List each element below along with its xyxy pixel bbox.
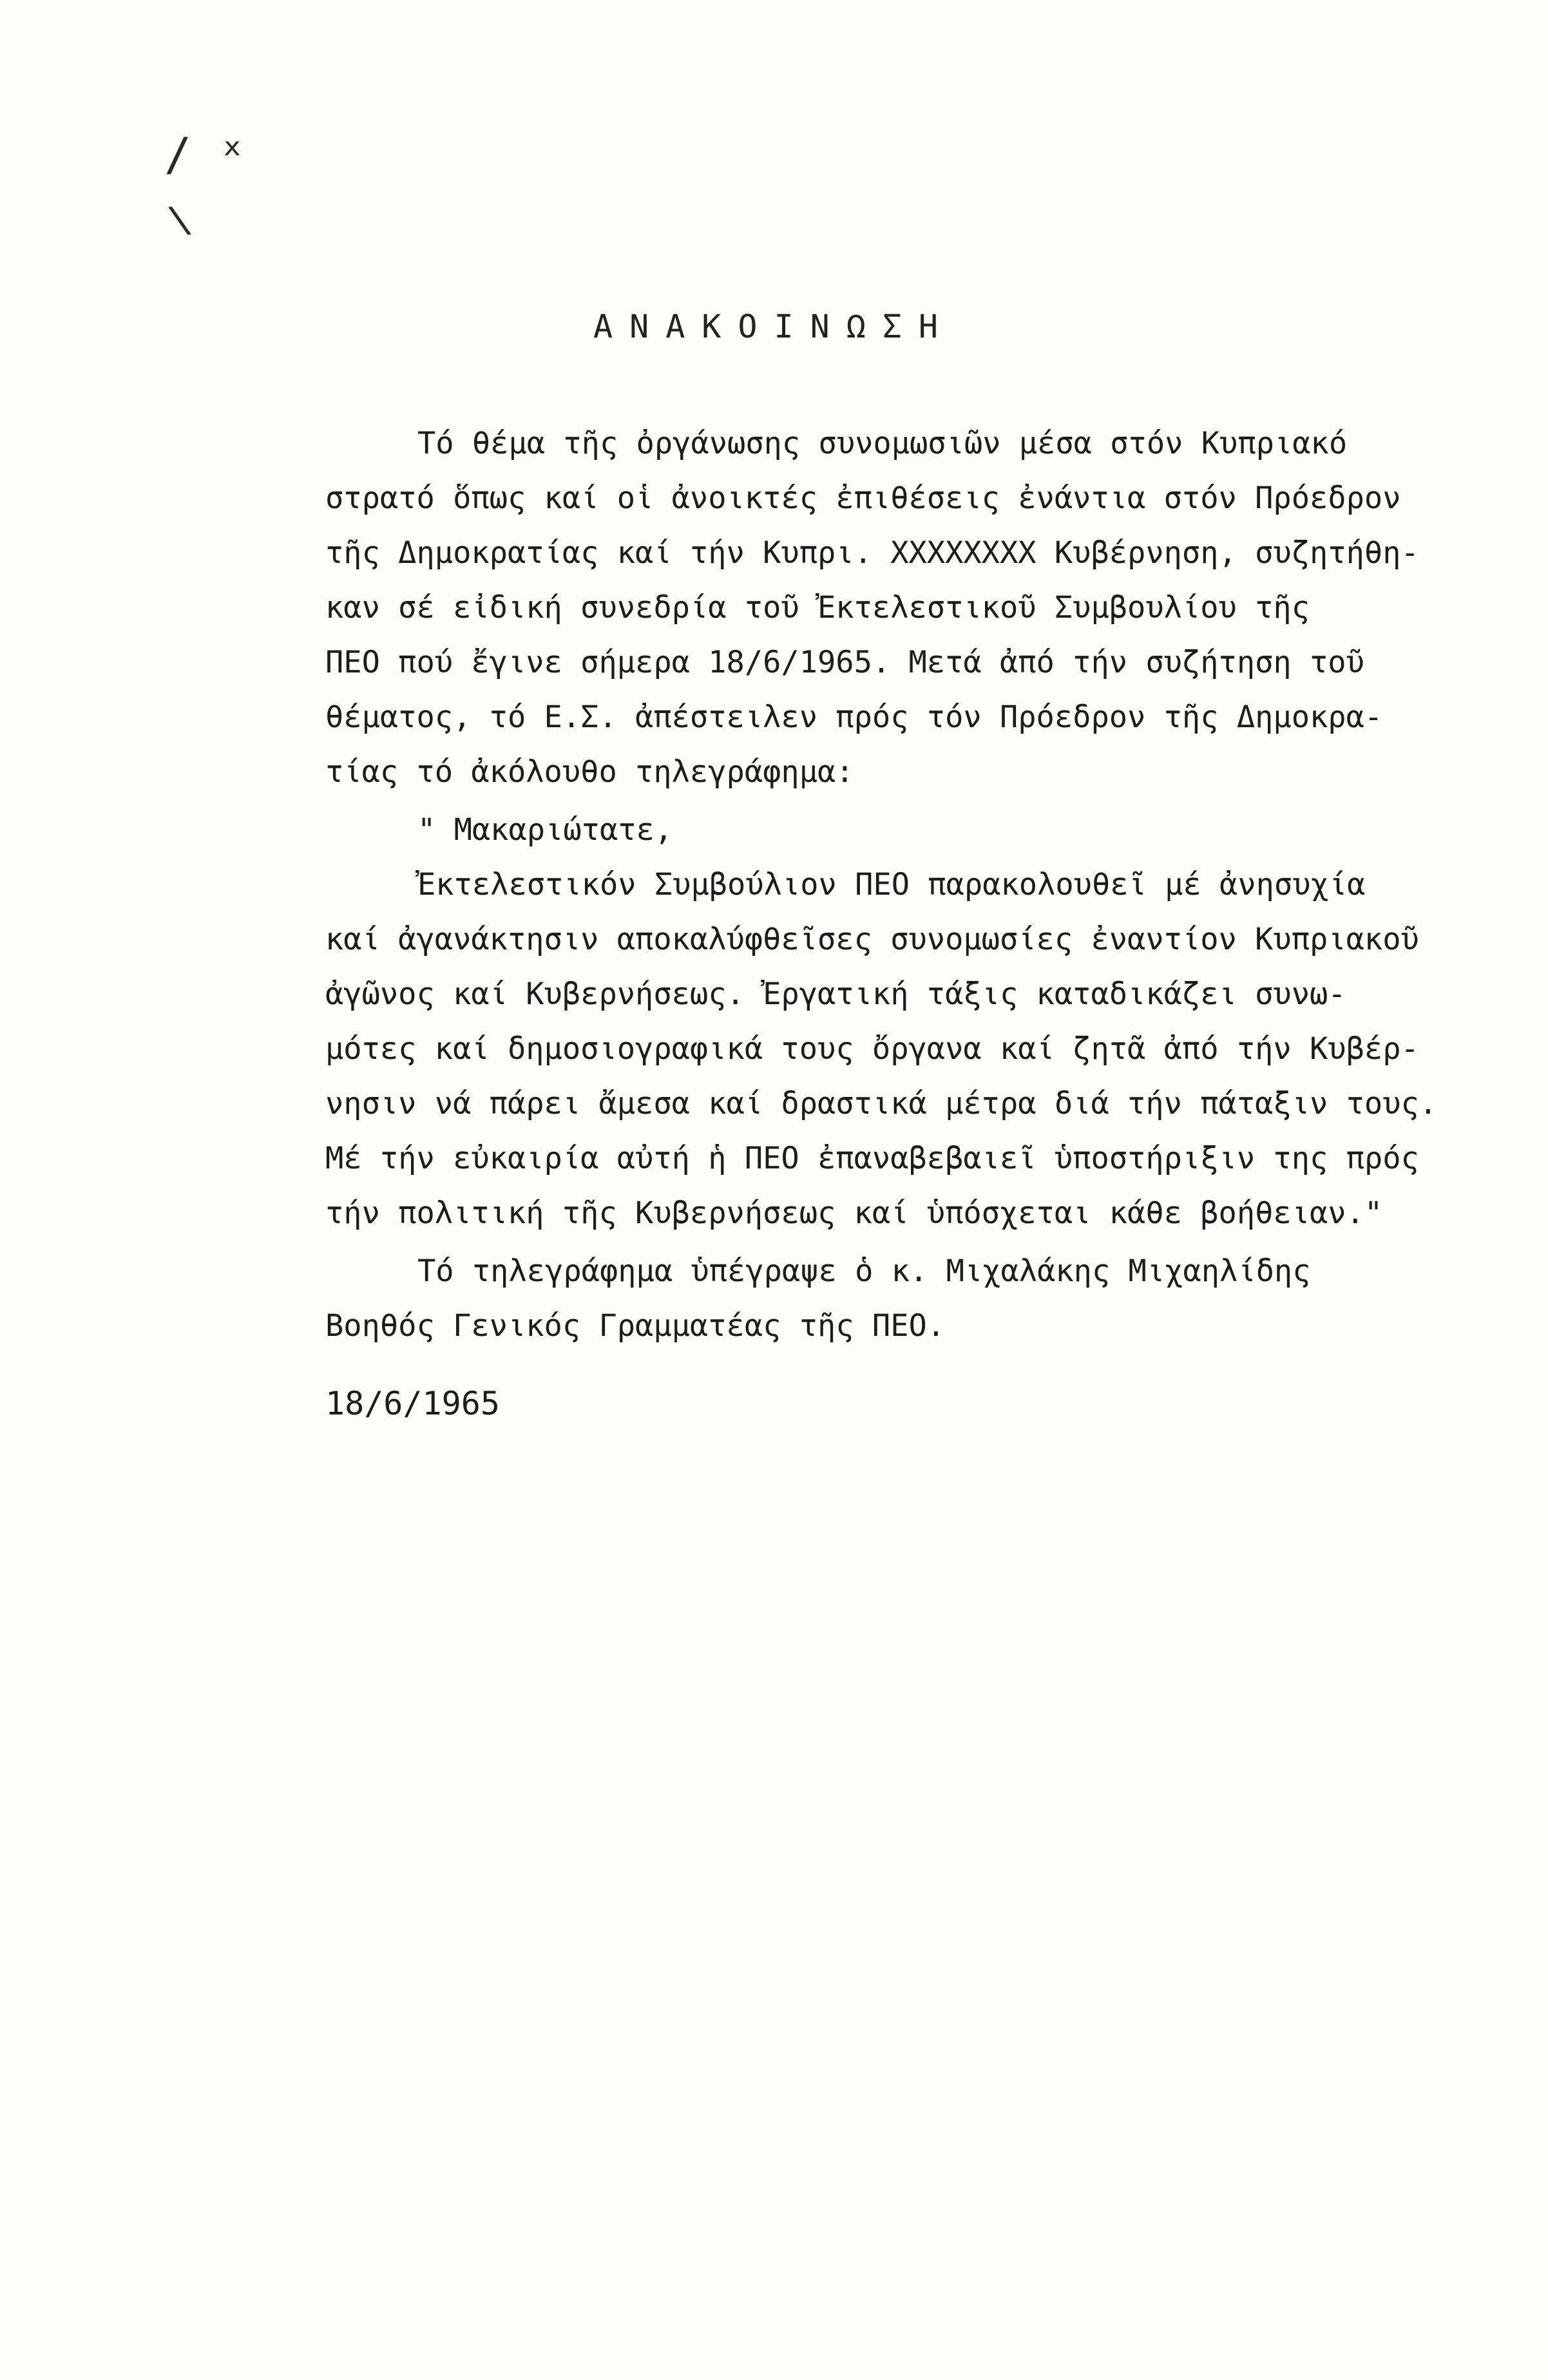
telegram-line: τήν πολιτική τῆς Κυβερνήσεως καί ὑπόσχεται κάθε βοήθειαν." xyxy=(325,1195,1383,1231)
tick-handwritten-mark: \ xyxy=(165,196,195,243)
paragraph-line: ΠΕΟ πού ἔγινε σήμερα 18/6/1965. Μετά ἀπό τήν συζήτηση τοῦ xyxy=(325,645,1364,680)
paragraph-line: τίας τό ἀκόλουθο τηλεγράφημα: xyxy=(325,754,854,790)
corner-handwritten-mark: / ˣ xyxy=(164,128,246,181)
paragraph-line: στρατό ὅπως καί οἱ ἀνοικτές ἐπιθέσεις ἐνάντια στόν Πρόεδρον xyxy=(325,481,1401,516)
telegram-salutation: " Μακαριώτατε, xyxy=(417,812,673,848)
telegram-line: Μέ τήν εὐκαιρία αὐτή ἡ ΠΕΟ ἐπαναβεβαιεῖ ὑποστήριξιν της πρός xyxy=(325,1141,1419,1176)
telegram-line: ἀγῶνος καί Κυβερνήσεως. Ἐργατική τάξις καταδικάζει συνω- xyxy=(325,976,1346,1012)
document-title: ΑΝΑΚΟΙΝΩΣΗ xyxy=(593,308,955,345)
telegram-line: νησιν νά πάρει ἄμεσα καί δραστικά μέτρα διά τήν πάταξιν τους. xyxy=(325,1086,1438,1121)
telegram-line: Ἐκτελεστικόν Συμβούλιον ΠΕΟ παρακολουθεῖ μέ ἀνησυχία xyxy=(417,867,1366,902)
paragraph-line: καν σέ εἰδική συνεδρία τοῦ Ἐκτελεστικοῦ Συμβουλίου τῆς xyxy=(325,590,1310,625)
telegram-line: καί ἀγανάκτησιν αποκαλύφθεῖσες συνομωσίες ἐναντίον Κυπριακοῦ xyxy=(325,922,1419,957)
paragraph-line: τῆς Δημοκρατίας καί τήν Κυπρι. ΧΧΧΧΧΧΧΧ Κυβέρνηση, συζητήθη- xyxy=(325,535,1419,571)
document-date: 18/6/1965 xyxy=(325,1385,500,1422)
telegram-line: μότες καί δημοσιογραφικά τους ὄργανα καί ζητᾶ ἀπό τήν Κυβέρ- xyxy=(325,1031,1419,1067)
closing-line: Τό τηλεγράφημα ὑπέγραψε ὁ κ. Μιχαλάκης Μιχαηλίδης xyxy=(417,1253,1311,1289)
paragraph-line: θέματος, τό Ε.Σ. ἀπέστειλεν πρός τόν Πρόεδρον τῆς Δημοκρα- xyxy=(325,700,1383,735)
paragraph-line: Τό θέμα τῆς ὀργάνωσης συνομωσιῶν μέσα στόν Κυπριακό xyxy=(417,426,1348,461)
closing-line: Βοηθός Γενικός Γραμματέας τῆς ΠΕΟ. xyxy=(325,1308,946,1344)
